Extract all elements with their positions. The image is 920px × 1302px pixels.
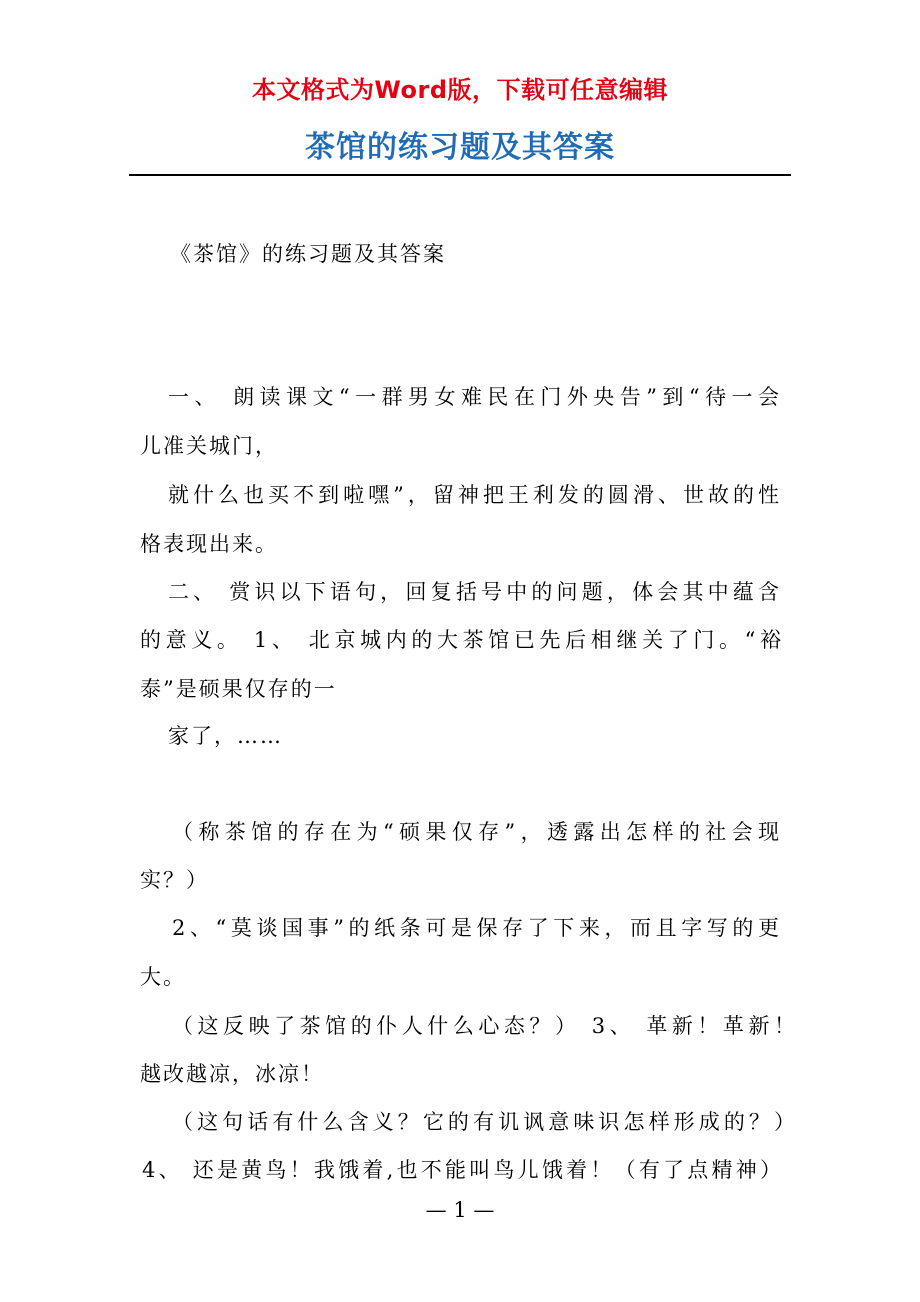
paragraph-line: 二、 赏识以下语句，回复括号中的问题，体会其中蕴含 xyxy=(168,580,780,604)
paragraph-line: （这反映了茶馆的仆人什么心态？） 3、 革新！革新！ xyxy=(172,1014,796,1038)
paragraph-line: 格表现出来。 xyxy=(140,532,278,556)
paragraph-line: 实？） xyxy=(140,868,209,892)
subtitle-line: 《茶馆》的练习题及其答案 xyxy=(170,242,446,266)
paragraph-line: 越改越凉，冰凉！ xyxy=(140,1062,324,1086)
paragraph-line: 的意义。 1、 北京城内的大茶馆已先后相继关了门。“裕 xyxy=(140,628,782,652)
paragraph-line: 大。 xyxy=(140,965,186,989)
format-notice-banner: 本文格式为Word版，下载可任意编辑 xyxy=(251,76,669,104)
document-title: 茶馆的练习题及其答案 xyxy=(305,130,615,165)
paragraph-line: 儿准关城门， xyxy=(140,434,278,458)
paragraph-line: 就什么也买不到啦嘿”，留神把王利发的圆滑、世故的性 xyxy=(168,483,780,507)
paragraph-line: 泰”是硕果仅存的一 xyxy=(140,677,337,701)
paragraph-line: 2、“莫谈国事”的纸条可是保存了下来，而且字写的更 xyxy=(172,916,780,940)
paragraph-line: 4、 还是黄鸟！我饿着,也不能叫鸟儿饿着！（有了点精神） xyxy=(142,1158,782,1182)
paragraph-line: 家了，…… xyxy=(168,724,283,748)
page-number: — 1 — xyxy=(425,1198,495,1222)
paragraph-line: （称茶馆的存在为“硕果仅存”，透露出怎样的社会现 xyxy=(172,820,780,844)
paragraph-line: 一、 朗读课文“一群男女难民在门外央告”到“待一会 xyxy=(168,385,780,409)
title-divider xyxy=(129,174,791,176)
paragraph-line: （这句话有什么含义？它的有讥讽意味识怎样形成的？） xyxy=(172,1110,796,1134)
